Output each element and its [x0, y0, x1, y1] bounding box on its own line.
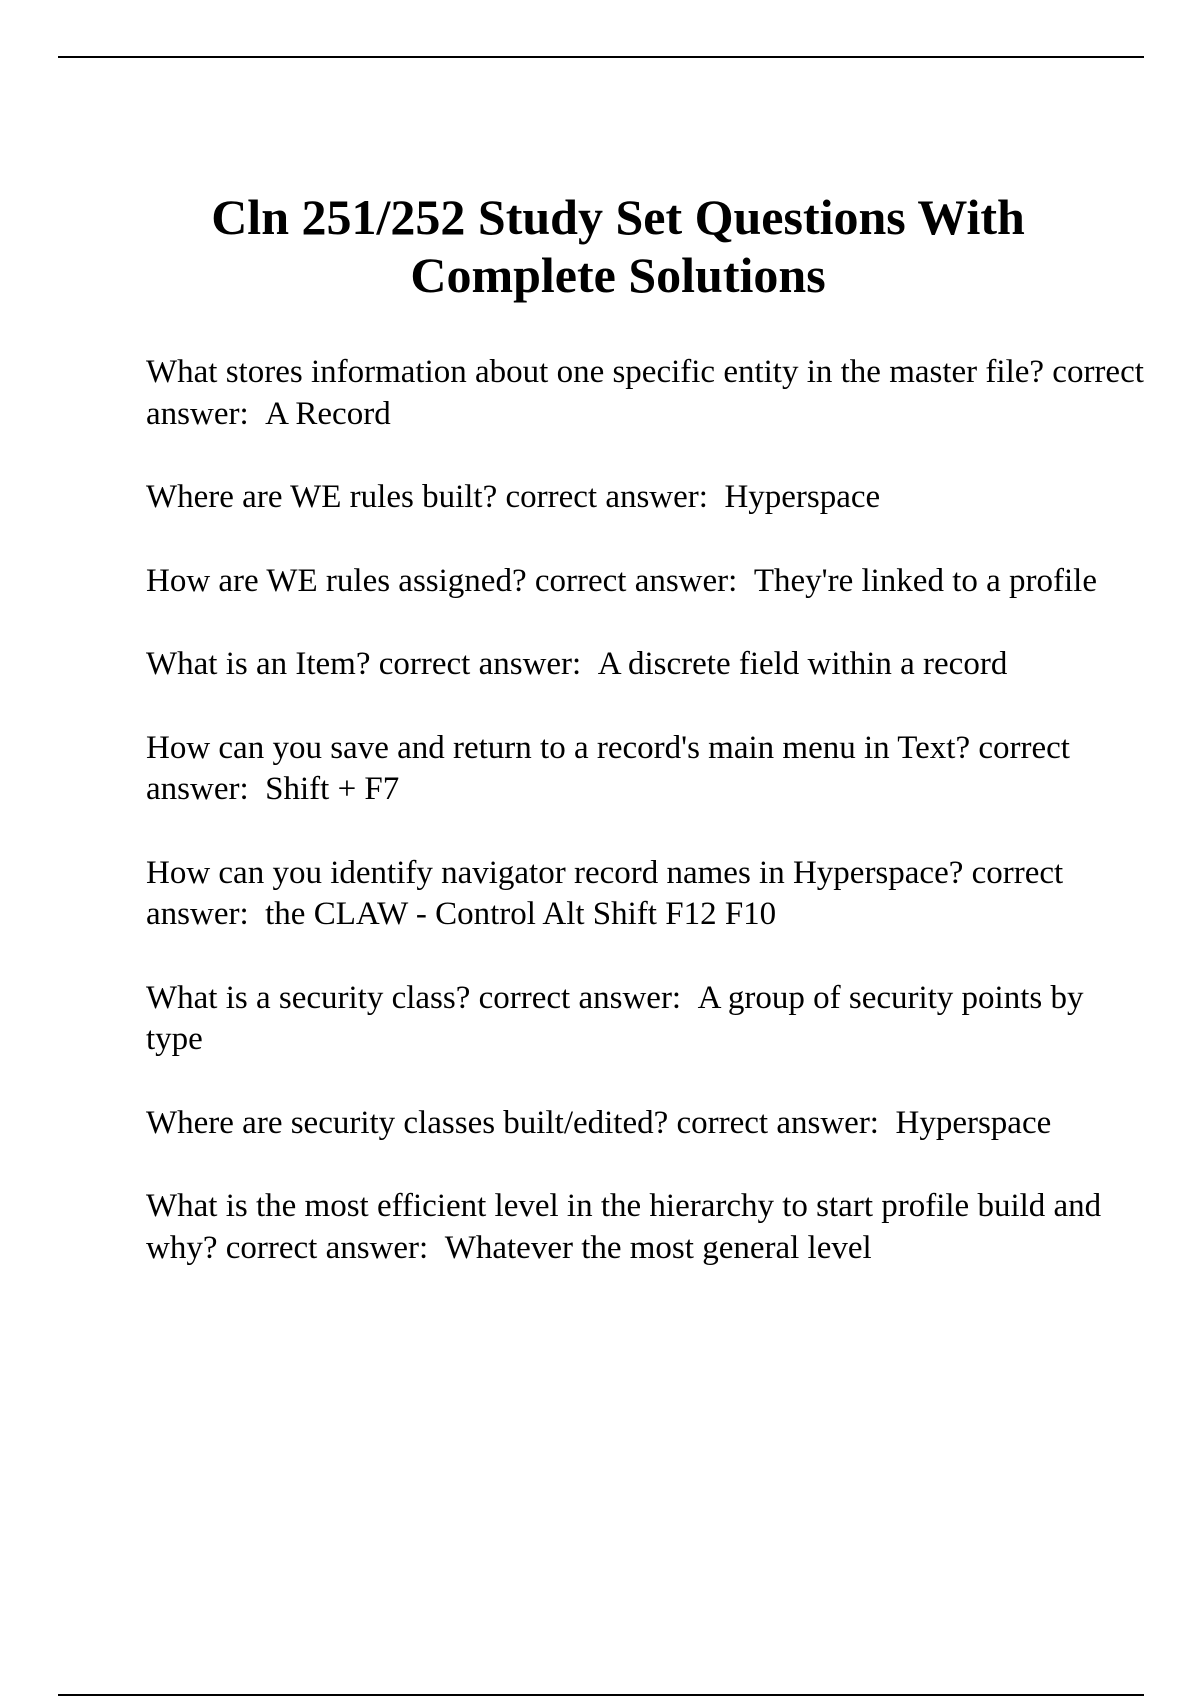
- question-text: How can you save and return to a record's main menu in Text?: [146, 729, 971, 766]
- answer-label: correct answer:: [378, 646, 582, 682]
- answer-text: Whatever the most general level: [444, 1229, 872, 1266]
- qa-item: [146, 853, 1146, 936]
- answer-text: A discrete field within a record: [597, 646, 1008, 682]
- qa-item: [146, 477, 1146, 519]
- answer-text: A group of security points by type: [146, 979, 1084, 1057]
- qa-item: [146, 728, 1146, 811]
- top-rule: [58, 56, 1144, 58]
- question-text: How can you identify navigator record names in Hyperspace?: [146, 854, 964, 891]
- title-line-2: Complete Solutions: [410, 247, 826, 303]
- answer-label: correct answer:: [505, 479, 708, 515]
- answer-label: correct answer:: [534, 562, 738, 599]
- question-text: What is a security class?: [146, 979, 471, 1016]
- answer-label: correct answer:: [676, 1104, 879, 1141]
- qa-item: [146, 352, 1146, 435]
- qa-item: [146, 561, 1146, 603]
- question-text: What is the most efficient level in the hierarchy to start profile build and why?: [146, 1188, 1102, 1266]
- title-line-1: Cln 251/252 Study Set Questions With: [211, 189, 1025, 245]
- document-title: [60, 188, 1176, 304]
- question-text: What is an Item?: [146, 646, 371, 682]
- answer-label: correct answer:: [225, 1229, 429, 1266]
- answer-label: correct answer:: [146, 854, 1064, 932]
- qa-item: [146, 1103, 1146, 1145]
- answer-text: Hyperspace: [724, 479, 881, 515]
- question-text: What stores information about one specific entity in the master file?: [146, 354, 1045, 390]
- question-text: Where are security classes built/edited?: [146, 1104, 669, 1141]
- answer-text: Hyperspace: [895, 1104, 1052, 1141]
- answer-label: correct answer:: [478, 979, 682, 1016]
- answer-text: the CLAW - Control Alt Shift F12 F10: [265, 896, 777, 932]
- answer-text: A Record: [265, 395, 391, 432]
- answer-text: They're linked to a profile: [753, 562, 1097, 599]
- answer-text: Shift + F7: [265, 771, 400, 807]
- question-text: How are WE rules assigned?: [146, 562, 527, 599]
- answer-label: correct answer:: [146, 729, 1070, 807]
- qa-list: [146, 352, 1146, 1311]
- question-text: Where are WE rules built?: [146, 479, 498, 515]
- qa-item: [146, 644, 1146, 686]
- qa-item: [146, 1186, 1146, 1269]
- qa-item: [146, 978, 1146, 1061]
- bottom-rule: [58, 1694, 1144, 1696]
- answer-label: correct answer:: [146, 354, 1144, 432]
